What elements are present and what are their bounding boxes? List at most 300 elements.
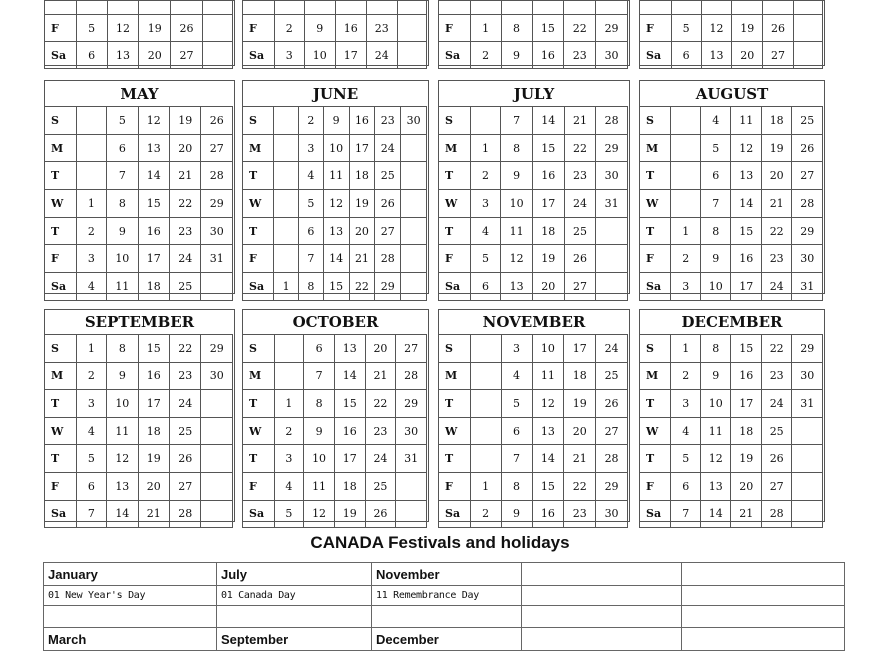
day-cell: 4 [76, 273, 107, 301]
weekday-label: M [439, 362, 471, 390]
day-cell: 20 [761, 162, 791, 190]
partial-month-calendar [438, 0, 630, 66]
day-cell: 17 [138, 390, 169, 418]
day-cell: 2 [274, 15, 304, 42]
day-cell: 2 [76, 217, 107, 245]
week-row [45, 162, 233, 190]
holiday-row [44, 606, 845, 628]
weekday-label: F [439, 15, 471, 42]
week-row [243, 217, 427, 245]
day-cell: 17 [349, 134, 375, 162]
week-row [45, 472, 233, 500]
weekday-label: F [439, 472, 471, 500]
day-cell: 2 [470, 162, 501, 190]
day-cell: 7 [299, 245, 324, 273]
day-cell: 29 [792, 217, 823, 245]
day-cell [304, 0, 335, 15]
day-cell: 18 [349, 162, 375, 190]
week-row [45, 42, 233, 69]
day-cell: 21 [349, 245, 375, 273]
day-cell: 30 [792, 362, 823, 390]
week-row [439, 217, 628, 245]
day-cell: 12 [138, 107, 169, 135]
week-row [243, 245, 427, 273]
day-cell: 26 [170, 445, 201, 473]
weekday-label: F [640, 15, 672, 42]
day-cell: 8 [700, 217, 730, 245]
day-cell: 18 [334, 472, 365, 500]
day-cell: 15 [138, 190, 169, 218]
day-cell: 22 [170, 335, 201, 363]
day-cell: 23 [366, 15, 397, 42]
day-cell: 20 [732, 42, 763, 69]
day-cell [76, 134, 107, 162]
day-cell [171, 0, 203, 15]
day-cell: 14 [731, 190, 761, 218]
day-cell: 15 [323, 273, 349, 301]
day-cell: 9 [323, 107, 349, 135]
day-cell [76, 107, 107, 135]
day-cell: 18 [532, 217, 564, 245]
day-cell: 6 [304, 335, 335, 363]
day-cell: 24 [761, 390, 791, 418]
week-row [640, 445, 823, 473]
day-cell: 4 [76, 417, 107, 445]
week-row [640, 390, 823, 418]
day-cell: 19 [532, 245, 564, 273]
week-row [243, 134, 427, 162]
day-cell: 12 [107, 15, 139, 42]
month-name: NOVEMBER [482, 313, 586, 331]
day-cell: 16 [335, 15, 366, 42]
day-cell: 7 [501, 445, 532, 473]
day-cell: 23 [375, 107, 401, 135]
day-cell: 4 [700, 107, 730, 135]
day-cell: 8 [304, 390, 335, 418]
day-cell: 23 [761, 245, 791, 273]
weekday-label: Sa [640, 42, 672, 69]
day-cell [671, 162, 701, 190]
week-row [45, 190, 233, 218]
day-cell: 2 [470, 500, 501, 528]
day-cell [470, 335, 501, 363]
day-cell: 29 [792, 335, 823, 363]
day-cell: 21 [564, 107, 596, 135]
day-cell [76, 0, 107, 15]
day-cell [139, 0, 171, 15]
week-row [439, 335, 628, 363]
weekday-label: W [439, 190, 471, 218]
day-cell: 13 [501, 273, 533, 301]
day-cell [201, 417, 233, 445]
day-cell: 27 [596, 417, 628, 445]
day-cell: 17 [564, 335, 596, 363]
day-cell: 7 [671, 500, 701, 528]
day-cell: 27 [792, 162, 823, 190]
day-cell: 26 [761, 445, 791, 473]
day-cell: 31 [792, 390, 823, 418]
month-calendar [639, 309, 825, 522]
day-cell [202, 15, 232, 42]
week-row [640, 134, 823, 162]
day-cell: 20 [138, 472, 169, 500]
day-cell: 20 [365, 335, 396, 363]
day-cell: 12 [700, 445, 730, 473]
day-cell: 16 [138, 217, 169, 245]
day-cell: 31 [792, 273, 823, 301]
holiday-entry: 11 Remembrance Day [372, 586, 522, 606]
day-cell [274, 0, 304, 15]
month-calendar [242, 309, 429, 522]
day-cell [470, 390, 501, 418]
week-row [243, 107, 427, 135]
day-cell: 7 [501, 107, 533, 135]
weekday-label: Sa [45, 273, 77, 301]
day-cell: 3 [299, 134, 324, 162]
day-cell: 7 [107, 162, 138, 190]
day-cell: 19 [564, 390, 596, 418]
day-cell: 13 [138, 134, 169, 162]
day-cell: 11 [107, 417, 138, 445]
day-cell: 11 [107, 273, 138, 301]
day-cell: 10 [323, 134, 349, 162]
day-cell: 10 [304, 42, 335, 69]
day-cell: 22 [761, 217, 791, 245]
weekday-label: T [243, 445, 275, 473]
day-cell: 17 [138, 245, 169, 273]
day-cell [76, 162, 107, 190]
day-cell: 30 [596, 42, 628, 69]
day-cell [596, 273, 628, 301]
day-cell [274, 134, 299, 162]
day-cell [671, 107, 701, 135]
day-cell: 27 [763, 42, 794, 69]
day-cell [732, 0, 763, 15]
day-cell: 31 [596, 190, 628, 218]
day-cell: 28 [761, 500, 791, 528]
weekday-label: Sa [243, 42, 275, 69]
day-cell: 12 [731, 134, 761, 162]
holiday-entry [522, 606, 682, 628]
day-cell: 13 [700, 472, 730, 500]
day-cell: 7 [700, 190, 730, 218]
day-cell: 16 [532, 42, 564, 69]
day-cell: 10 [700, 273, 730, 301]
month-calendar [44, 309, 235, 522]
weekday-label: S [243, 335, 275, 363]
day-cell [397, 0, 426, 15]
holiday-month-header: July [217, 563, 372, 586]
month-name: JUNE [312, 85, 359, 103]
month-calendar [438, 80, 630, 294]
day-cell: 23 [564, 42, 596, 69]
day-cell [792, 500, 823, 528]
day-cell [401, 217, 427, 245]
day-cell: 17 [335, 42, 366, 69]
day-cell: 1 [671, 217, 701, 245]
day-cell: 5 [76, 445, 107, 473]
day-cell [274, 245, 299, 273]
day-cell: 8 [700, 335, 730, 363]
holidays-table [43, 562, 845, 651]
week-row [439, 362, 628, 390]
partial-month-calendar [639, 0, 825, 66]
day-cell [201, 500, 233, 528]
weekday-label: Sa [243, 500, 275, 528]
day-cell [396, 472, 427, 500]
day-cell: 6 [76, 472, 107, 500]
week-row [439, 417, 628, 445]
day-cell [107, 0, 139, 15]
day-cell: 24 [596, 335, 628, 363]
day-cell: 24 [761, 273, 791, 301]
day-cell [274, 362, 304, 390]
day-cell [792, 417, 823, 445]
day-cell: 6 [671, 42, 701, 69]
holiday-entry: 01 New Year's Day [44, 586, 217, 606]
day-cell: 14 [107, 500, 138, 528]
holiday-entry: 01 Canada Day [217, 586, 372, 606]
day-cell: 6 [470, 273, 501, 301]
week-row [640, 190, 823, 218]
week-row [243, 417, 427, 445]
day-cell: 2 [76, 362, 107, 390]
day-cell [470, 0, 501, 15]
weekday-label: M [640, 134, 671, 162]
day-cell: 12 [304, 500, 335, 528]
week-row [45, 390, 233, 418]
day-cell: 18 [138, 273, 169, 301]
day-cell: 14 [700, 500, 730, 528]
weekday-label: Sa [640, 500, 671, 528]
weekday-label: Sa [439, 42, 471, 69]
week-row [45, 15, 233, 42]
week-row [45, 273, 233, 301]
weekday-label: M [45, 134, 77, 162]
day-cell [397, 42, 426, 69]
holiday-month-header [522, 628, 682, 651]
week-row [439, 15, 628, 42]
day-cell: 11 [731, 107, 761, 135]
day-cell: 21 [365, 362, 396, 390]
day-cell: 5 [700, 134, 730, 162]
weekday-label: Sa [45, 500, 77, 528]
day-cell: 9 [304, 417, 335, 445]
day-cell: 4 [274, 472, 304, 500]
day-cell: 25 [792, 107, 823, 135]
day-cell: 19 [139, 15, 171, 42]
month-calendar [438, 309, 630, 522]
day-cell: 24 [170, 245, 201, 273]
holiday-month-header: January [44, 563, 217, 586]
day-cell [274, 190, 299, 218]
weekday-label: W [439, 417, 471, 445]
day-cell: 6 [107, 134, 138, 162]
weekday-label: T [45, 162, 77, 190]
holiday-month-header: November [372, 563, 522, 586]
weekday-label: W [45, 190, 77, 218]
week-row [640, 273, 823, 301]
day-cell: 3 [671, 273, 701, 301]
day-cell: 29 [201, 190, 233, 218]
weekday-label: F [640, 472, 671, 500]
day-cell [396, 500, 427, 528]
holiday-month-header: September [217, 628, 372, 651]
day-cell: 28 [792, 190, 823, 218]
week-row [45, 362, 233, 390]
day-cell [401, 162, 427, 190]
day-cell: 3 [501, 335, 532, 363]
day-cell: 28 [201, 162, 233, 190]
week-row [45, 500, 233, 528]
weekday-label: M [243, 362, 275, 390]
week-row [243, 335, 427, 363]
day-cell [671, 190, 701, 218]
day-cell: 26 [171, 15, 203, 42]
day-cell: 12 [323, 190, 349, 218]
day-cell: 6 [76, 42, 107, 69]
day-cell [671, 0, 701, 15]
day-cell: 13 [323, 217, 349, 245]
day-cell: 10 [532, 335, 564, 363]
day-cell: 13 [107, 42, 139, 69]
holiday-row [44, 586, 845, 606]
week-row [243, 500, 427, 528]
day-cell [792, 472, 823, 500]
day-cell: 19 [334, 500, 365, 528]
day-cell: 31 [201, 245, 233, 273]
day-cell: 10 [700, 390, 730, 418]
week-row [640, 362, 823, 390]
day-cell: 8 [107, 335, 138, 363]
day-cell: 22 [365, 390, 396, 418]
day-cell: 17 [731, 390, 761, 418]
month-name: OCTOBER [292, 313, 379, 331]
weekday-label: S [640, 335, 671, 363]
month-calendar [44, 80, 235, 294]
day-cell: 5 [76, 15, 107, 42]
day-cell: 30 [201, 217, 233, 245]
month-name: AUGUST [695, 85, 769, 103]
day-cell [470, 445, 501, 473]
week-row [640, 162, 823, 190]
week-row [243, 445, 427, 473]
week-row [45, 335, 233, 363]
day-cell [596, 245, 628, 273]
day-cell: 15 [532, 134, 564, 162]
day-cell [564, 0, 596, 15]
day-cell: 26 [365, 500, 396, 528]
day-cell [274, 162, 299, 190]
day-cell: 15 [731, 335, 761, 363]
day-cell: 31 [396, 445, 427, 473]
day-cell: 14 [532, 107, 564, 135]
weekday-label: F [243, 15, 275, 42]
week-row [439, 273, 628, 301]
weekday-label: M [243, 134, 274, 162]
day-cell: 18 [138, 417, 169, 445]
day-cell: 20 [349, 217, 375, 245]
day-cell: 11 [501, 217, 533, 245]
day-cell [401, 273, 427, 301]
day-cell: 30 [596, 162, 628, 190]
week-row [45, 107, 233, 135]
weekday-label: F [45, 245, 77, 273]
day-cell [201, 390, 233, 418]
partial-month-calendar [242, 0, 429, 66]
day-cell: 5 [107, 107, 138, 135]
day-cell: 25 [564, 217, 596, 245]
day-cell [671, 134, 701, 162]
weekday-label: T [439, 162, 471, 190]
week-row [439, 472, 628, 500]
day-cell: 2 [470, 42, 501, 69]
day-cell [401, 134, 427, 162]
day-cell: 24 [365, 445, 396, 473]
weekday-label: T [439, 217, 471, 245]
day-cell [201, 472, 233, 500]
day-cell: 1 [470, 15, 501, 42]
day-cell: 23 [365, 417, 396, 445]
day-cell: 18 [564, 362, 596, 390]
day-cell: 27 [171, 42, 203, 69]
day-cell: 11 [700, 417, 730, 445]
day-cell [335, 0, 366, 15]
day-cell: 3 [671, 390, 701, 418]
day-cell: 27 [170, 472, 201, 500]
holiday-month-header [682, 563, 845, 586]
day-cell: 2 [671, 245, 701, 273]
week-row [45, 134, 233, 162]
day-cell: 5 [299, 190, 324, 218]
day-cell: 26 [201, 107, 233, 135]
day-cell: 14 [138, 162, 169, 190]
holiday-entry [372, 606, 522, 628]
week-row [243, 42, 427, 69]
day-cell [763, 0, 794, 15]
week-row [45, 217, 233, 245]
holiday-row [44, 628, 845, 651]
week-row [640, 107, 823, 135]
day-cell: 7 [76, 500, 107, 528]
day-cell: 14 [334, 362, 365, 390]
day-cell: 22 [170, 190, 201, 218]
holiday-entry [217, 606, 372, 628]
day-cell: 9 [501, 500, 532, 528]
day-cell: 22 [564, 134, 596, 162]
day-cell: 23 [170, 362, 201, 390]
day-cell: 25 [365, 472, 396, 500]
week-row [439, 134, 628, 162]
day-cell: 8 [299, 273, 324, 301]
day-cell: 29 [201, 335, 233, 363]
day-cell: 15 [731, 217, 761, 245]
weekday-label: W [640, 417, 671, 445]
day-cell: 19 [138, 445, 169, 473]
month-calendar [242, 80, 429, 294]
day-cell: 1 [76, 335, 107, 363]
day-cell: 13 [107, 472, 138, 500]
day-cell: 7 [304, 362, 335, 390]
day-cell: 28 [170, 500, 201, 528]
partial-month-calendar [44, 0, 235, 66]
day-cell: 10 [107, 245, 138, 273]
day-cell: 24 [366, 42, 397, 69]
day-cell: 20 [532, 273, 564, 301]
weekday-label: T [45, 390, 77, 418]
day-cell: 21 [138, 500, 169, 528]
weekday-label: F [45, 15, 77, 42]
